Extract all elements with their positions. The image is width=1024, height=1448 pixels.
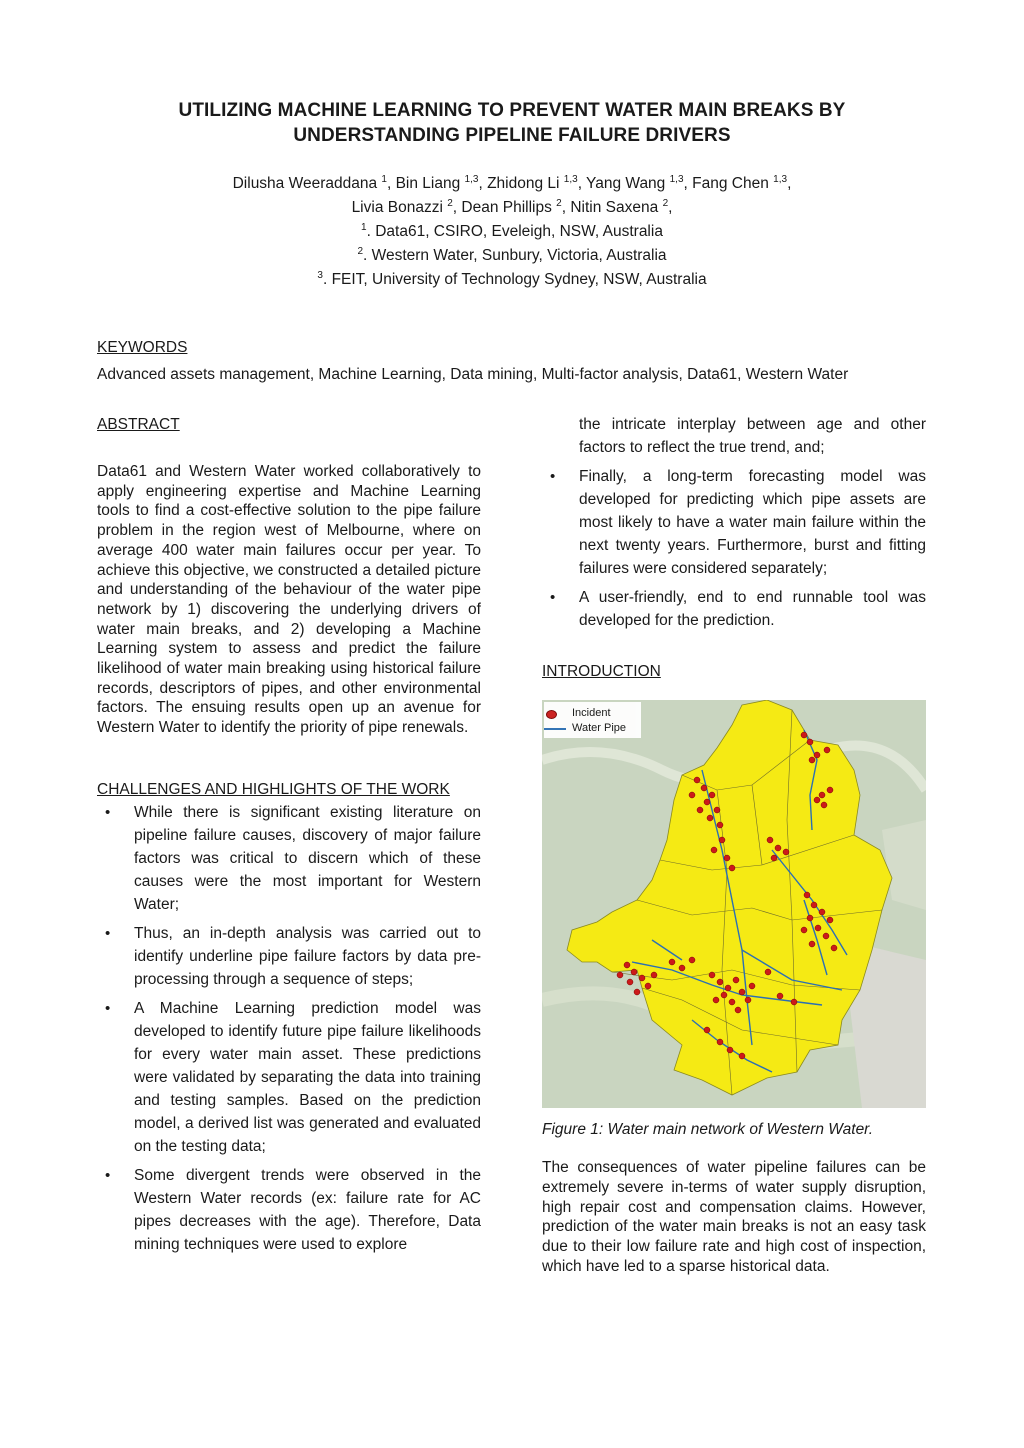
incident-marker (739, 989, 745, 995)
incident-marker (721, 992, 727, 998)
author-name: Bin Liang (395, 175, 461, 192)
incident-marker (814, 752, 820, 758)
list-item: • While there is significant existing literature on pipeline failure causes, discovery of major failure factors was critical to discern which of these causes were the most important for Western Water; (97, 801, 481, 916)
incident-marker (651, 972, 657, 978)
abstract-text: Data61 and Western Water worked collaboratively to apply engineering expertise and Machine Learning tools to find a cost-effective solution to the pipe failure problem in the region west of Melbourne, where on average 400 water main failures occur per year. To achieve this objective, we constructed a detailed picture and understanding of the behaviour of the water pipe network by 1) discovering the underlying drivers of water main breaks, and 2) developing a Machine Learning system to assess and predict the failure likelihood of water main breaking using historical failure records, descriptors of pipes, and other environmental factors. The ensuing results open up an avenue for Western Water to identify the priority of pipe renewals. (97, 463, 481, 737)
incident-marker (807, 739, 813, 745)
incident-marker (777, 993, 783, 999)
incident-marker (627, 979, 633, 985)
incident-marker (634, 989, 640, 995)
incident-marker (811, 902, 817, 908)
incident-marker (765, 969, 771, 975)
challenges-list (97, 801, 481, 1256)
incident-marker (697, 807, 703, 813)
incident-marker (689, 792, 695, 798)
author-affil: 1,3 (464, 174, 479, 185)
incident-marker (814, 797, 820, 803)
author-name: Zhidong Li (487, 175, 560, 192)
challenges-heading: CHALLENGES AND HIGHLIGHTS OF THE WORK (97, 780, 450, 798)
incident-marker (701, 785, 707, 791)
list-item-continuation: the intricate interplay between age and other factors to reflect the true trend, and; (579, 416, 926, 456)
affil-text: . Western Water, Sunbury, Victoria, Australia (363, 247, 667, 264)
incident-marker (807, 915, 813, 921)
author-name: Fang Chen (692, 175, 769, 192)
incident-marker (694, 777, 700, 783)
incident-marker (729, 865, 735, 871)
incident-marker (827, 917, 833, 923)
list-item: • Thus, an in-depth analysis was carried out to identify underline pipe failure factors by data pre-processing through a sequence of steps; (97, 922, 481, 991)
author-affil: 1,3 (669, 174, 684, 185)
incident-marker (689, 957, 695, 963)
author-affil: 2 (556, 198, 562, 209)
affil-text: . Data61, CSIRO, Eveleigh, NSW, Australia (366, 223, 663, 240)
incident-marker (717, 979, 723, 985)
incident-marker (624, 962, 630, 968)
list-item: • Finally, a long-term forecasting model was developed for predicting which pipe assets are most likely to have a water main failure within the next twenty years. Furthermore, burst and fitting failures were considered separately; (542, 465, 926, 580)
incident-marker (804, 892, 810, 898)
author-line-2: Livia Bonazzi $^2$, Dean Phillips $^2$, Nitin Saxena $^2$, (351, 198, 673, 216)
incident-legend-icon (546, 710, 557, 719)
incident-marker (819, 792, 825, 798)
list-item: • A Machine Learning prediction model was developed to identify future pipe failure likelihoods for every water main asset. These predictions were validated by separating the data into training and testing samples. Based on the prediction model, a derived list was generated and evaluated on the testing data; (97, 997, 481, 1158)
map-graphic (542, 700, 926, 1108)
author-affil: 1,3 (773, 174, 788, 185)
incident-marker (824, 747, 830, 753)
affil-text: . FEIT, University of Technology Sydney, NSW, Australia (322, 271, 707, 288)
incident-marker (775, 845, 781, 851)
affiliation-1 (97, 220, 927, 244)
list-item: • Some divergent trends were observed in the Western Water records (ex: failure rate for AC pipes decreases with the age). Therefore, Data mining techniques were used to explore (97, 1164, 481, 1256)
incident-marker (725, 985, 731, 991)
author-line-1: Dilusha Weeraddana $^1$, Bin Liang $^{1,3}$, Zhidong Li $^{1,3}$, Yang Wang $^{1,3}$, Fang Chen $^{1,3}$, (232, 174, 792, 192)
incident-marker (719, 837, 725, 843)
author-affil: 1,3 (563, 174, 578, 185)
right-column (542, 413, 926, 1277)
affil-number: 1 (361, 222, 367, 233)
incident-marker (771, 855, 777, 861)
map-legend (544, 702, 641, 738)
author-name: Nitin Saxena (570, 199, 659, 216)
incident-marker (791, 999, 797, 1005)
incident-marker (831, 945, 837, 951)
incident-marker (827, 787, 833, 793)
author-affil: 1 (381, 174, 387, 185)
water-network-map (542, 700, 926, 1108)
author-name: Dilusha Weeraddana (232, 175, 378, 192)
incident-marker (713, 997, 719, 1003)
left-column (97, 413, 481, 1262)
incident-marker (821, 802, 827, 808)
incident-marker (727, 1047, 733, 1053)
affil-number: 3 (317, 270, 323, 281)
incident-marker (709, 792, 715, 798)
abstract-heading: ABSTRACT (97, 416, 180, 433)
incident-marker (819, 909, 825, 915)
incident-marker (617, 972, 623, 978)
author-affil: 2 (662, 198, 669, 209)
incident-marker (823, 933, 829, 939)
challenges-list-continued (542, 465, 926, 632)
incident-marker (724, 855, 730, 861)
incident-marker (745, 997, 751, 1003)
author-name: Dean Phillips (461, 199, 552, 216)
incident-marker (669, 959, 675, 965)
author-affil: 2 (447, 198, 453, 209)
incident-marker (707, 815, 713, 821)
incident-marker (809, 757, 815, 763)
incident-marker (729, 999, 735, 1005)
incident-marker (801, 927, 807, 933)
incident-marker (714, 807, 720, 813)
incident-marker (711, 847, 717, 853)
incident-marker (704, 1027, 710, 1033)
incident-marker (815, 925, 821, 931)
title-line-2: UNDERSTANDING PIPELINE FAILURE DRIVERS (293, 125, 731, 146)
incident-marker (739, 1053, 745, 1059)
incident-marker (631, 969, 637, 975)
affiliation-2 (97, 244, 927, 268)
paper-title (97, 98, 927, 148)
incident-marker (645, 983, 651, 989)
incident-marker (717, 822, 723, 828)
incident-marker (709, 972, 715, 978)
list-item: • A user-friendly, end to end runnable tool was developed for the prediction. (542, 586, 926, 632)
author-block (97, 172, 927, 292)
title-line-1: UTILIZING MACHINE LEARNING TO PREVENT WATER MAIN BREAKS BY (178, 100, 846, 121)
incident-marker (735, 1007, 741, 1013)
pipe-legend-icon (544, 728, 566, 730)
figure-caption: Figure 1: Water main network of Western Water. (542, 1121, 874, 1138)
incident-marker (679, 965, 685, 971)
incident-marker (767, 837, 773, 843)
incident-marker (801, 732, 807, 738)
incident-marker (783, 849, 789, 855)
incident-marker (733, 977, 739, 983)
legend-pipe-label: Water Pipe (572, 722, 627, 734)
author-name: Livia Bonazzi (351, 199, 443, 216)
incident-marker (749, 983, 755, 989)
incident-marker (809, 941, 815, 947)
introduction-heading: INTRODUCTION (542, 663, 661, 680)
incident-marker (704, 799, 710, 805)
affiliation-3 (97, 268, 927, 292)
keywords-heading: KEYWORDS (97, 339, 188, 356)
legend-incident-label: Incident (572, 707, 611, 719)
incident-marker (717, 1039, 723, 1045)
incident-marker (639, 975, 645, 981)
author-name: Yang Wang (586, 175, 666, 192)
keywords-text: Advanced assets management, Machine Learning, Data mining, Multi-factor analysis, Data61, Western Water (97, 366, 849, 383)
affil-number: 2 (357, 246, 364, 257)
introduction-text: The consequences of water pipeline failures can be extremely severe in-terms of water supply disruption, high repair cost and compensation claims. However, prediction of the water main breaks is not an easy task due to their low failure rate and high cost of inspection, which have led to a sparse historical data. (542, 1159, 926, 1275)
